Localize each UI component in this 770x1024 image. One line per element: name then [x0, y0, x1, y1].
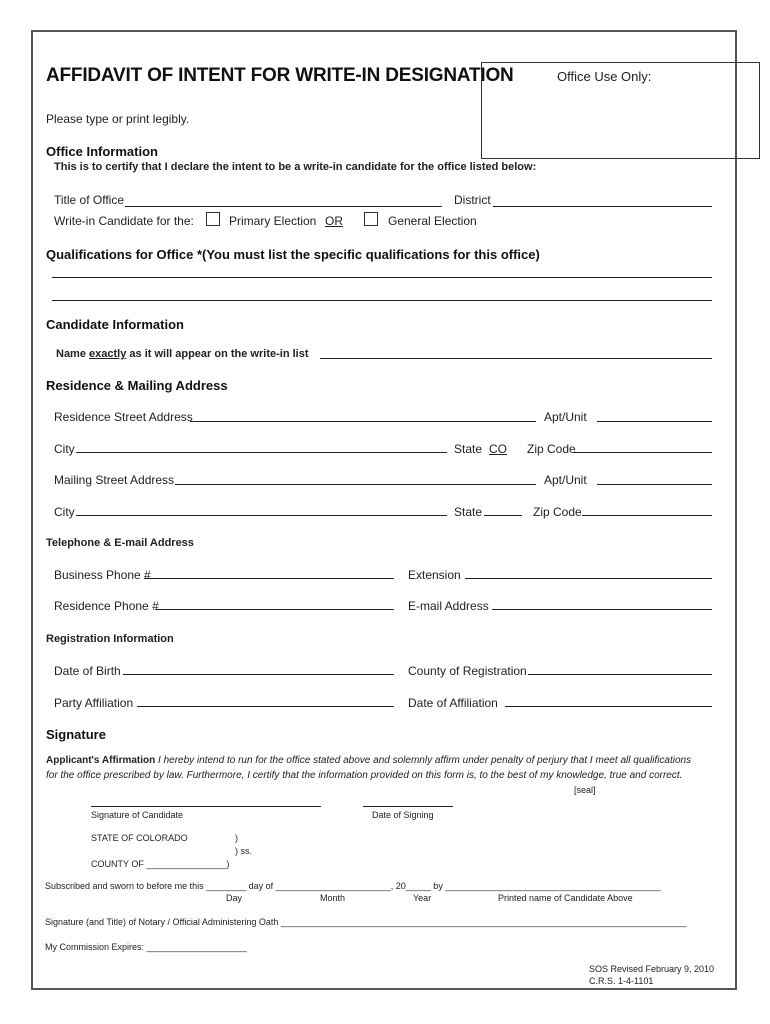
mail-street-label: Mailing Street Address	[54, 473, 175, 487]
county-of-label: COUNTY OF ________________)	[91, 859, 230, 869]
name-label-post: as it will appear on the write-in list	[126, 348, 309, 360]
dob-label: Date of Birth	[54, 664, 121, 678]
revised-text: SOS Revised February 9, 2010	[589, 964, 715, 974]
name-label-exactly: exactly	[89, 348, 127, 360]
apt2-label: Apt/Unit	[544, 473, 587, 487]
zip2-field[interactable]	[582, 515, 712, 516]
email-field[interactable]	[492, 609, 712, 610]
state1-label: State	[454, 442, 483, 456]
affirmation-line-2: for the office prescribed by law. Furthermore, I certify that the information provided on this form is, to the best of my knowledge, true and correct.	[46, 770, 683, 781]
certify-text: This is to certify that I declare the intent to be a write-in candidate for the office listed below:	[54, 161, 537, 173]
signature-heading: Signature	[46, 727, 106, 742]
date-signing-label: Date of Signing	[372, 810, 434, 820]
sig-candidate-label: Signature of Candidate	[91, 810, 184, 820]
qualifications-heading: Qualifications for Office *(You must list the specific qualifications for this office)	[46, 247, 540, 262]
res-street-field[interactable]	[190, 421, 536, 422]
candidate-heading: Candidate Information	[46, 317, 184, 332]
state2-field[interactable]	[484, 515, 522, 516]
date-signing-field[interactable]	[363, 806, 453, 807]
apt1-field[interactable]	[597, 421, 712, 422]
city2-field[interactable]	[76, 515, 447, 516]
zip1-field[interactable]	[574, 452, 712, 453]
res-street-label: Residence Street Address	[54, 410, 193, 424]
state-paren: )	[235, 833, 238, 843]
office-use-label: Office Use Only:	[557, 69, 652, 84]
ss-label: ) ss.	[235, 846, 252, 856]
city2-label: City	[54, 505, 75, 519]
residence-heading: Residence & Mailing Address	[46, 378, 228, 393]
residence-phone-label: Residence Phone #	[54, 599, 159, 613]
date-affiliation-field[interactable]	[505, 706, 712, 707]
qualifications-line-1[interactable]	[52, 277, 712, 278]
candidate-name-field[interactable]	[320, 358, 712, 359]
email-label: E-mail Address	[408, 599, 489, 613]
city1-label: City	[54, 442, 75, 456]
commission-expires-text: My Commission Expires: ____________________	[45, 942, 247, 952]
printed-name-caption: Printed name of Candidate Above	[498, 893, 633, 903]
notary-signature-text: Signature (and Title) of Notary / Official Administering Oath _________________________________________________________________________________	[45, 917, 687, 927]
state2-label: State	[454, 505, 483, 519]
title-of-office-field[interactable]	[125, 206, 442, 207]
registration-heading: Registration Information	[46, 633, 174, 645]
district-label: District	[454, 193, 491, 207]
name-label-pre: Name	[56, 348, 90, 360]
affirmation-line-1	[46, 755, 691, 766]
apt1-label: Apt/Unit	[544, 410, 587, 424]
day-caption: Day	[226, 893, 243, 903]
apt2-field[interactable]	[597, 484, 712, 485]
candidate-signature-field[interactable]	[91, 806, 321, 807]
affirmation-bold: Applicant's Affirmation	[46, 755, 156, 766]
county-registration-label: County of Registration	[408, 664, 527, 678]
form-title: AFFIDAVIT OF INTENT FOR WRITE-IN DESIGNATION	[46, 65, 514, 86]
extension-label: Extension	[408, 568, 461, 582]
primary-election-checkbox[interactable]	[206, 212, 220, 226]
primary-election-label: Primary Election	[229, 214, 317, 228]
instruction-text: Please type or print legibly.	[46, 112, 190, 126]
zip1-label: Zip Code	[527, 442, 576, 456]
title-of-office-label: Title of Office	[54, 193, 125, 207]
business-phone-field[interactable]	[144, 578, 394, 579]
extension-field[interactable]	[465, 578, 712, 579]
general-election-checkbox[interactable]	[364, 212, 378, 226]
zip2-label: Zip Code	[533, 505, 582, 519]
party-affiliation-label: Party Affiliation	[54, 696, 134, 710]
city1-field[interactable]	[76, 452, 447, 453]
county-registration-field[interactable]	[528, 674, 712, 675]
or-label: OR	[325, 214, 343, 228]
general-election-label: General Election	[388, 214, 477, 228]
qualifications-line-2[interactable]	[52, 300, 712, 301]
mail-street-field[interactable]	[175, 484, 536, 485]
state1-value: CO	[489, 442, 507, 456]
telephone-heading: Telephone & E-mail Address	[46, 537, 194, 549]
office-info-heading: Office Information	[46, 144, 158, 159]
month-caption: Month	[320, 893, 346, 903]
office-use-box	[481, 62, 760, 159]
writein-for-label: Write-in Candidate for the:	[54, 214, 194, 228]
subscribed-text: Subscribed and sworn to before me this ________ day of _______________________, 20_____ by ___________________________________________	[45, 881, 661, 891]
dob-field[interactable]	[123, 674, 394, 675]
crs-text: C.R.S. 1-4-1101	[589, 976, 654, 986]
business-phone-label: Business Phone #	[54, 568, 151, 582]
party-affiliation-field[interactable]	[137, 706, 394, 707]
state-colorado-label: STATE OF COLORADO	[91, 833, 188, 843]
date-affiliation-label: Date of Affiliation	[408, 696, 498, 710]
year-caption: Year	[413, 893, 432, 903]
form-page	[31, 30, 737, 990]
name-label	[56, 348, 309, 360]
residence-phone-field[interactable]	[155, 609, 394, 610]
affirmation-text-1: I hereby intend to run for the office stated above and solemnly affirm under penalty of perjury that I meet all qualifications	[155, 755, 692, 766]
district-field[interactable]	[493, 206, 712, 207]
seal-label: [seal]	[574, 785, 596, 795]
